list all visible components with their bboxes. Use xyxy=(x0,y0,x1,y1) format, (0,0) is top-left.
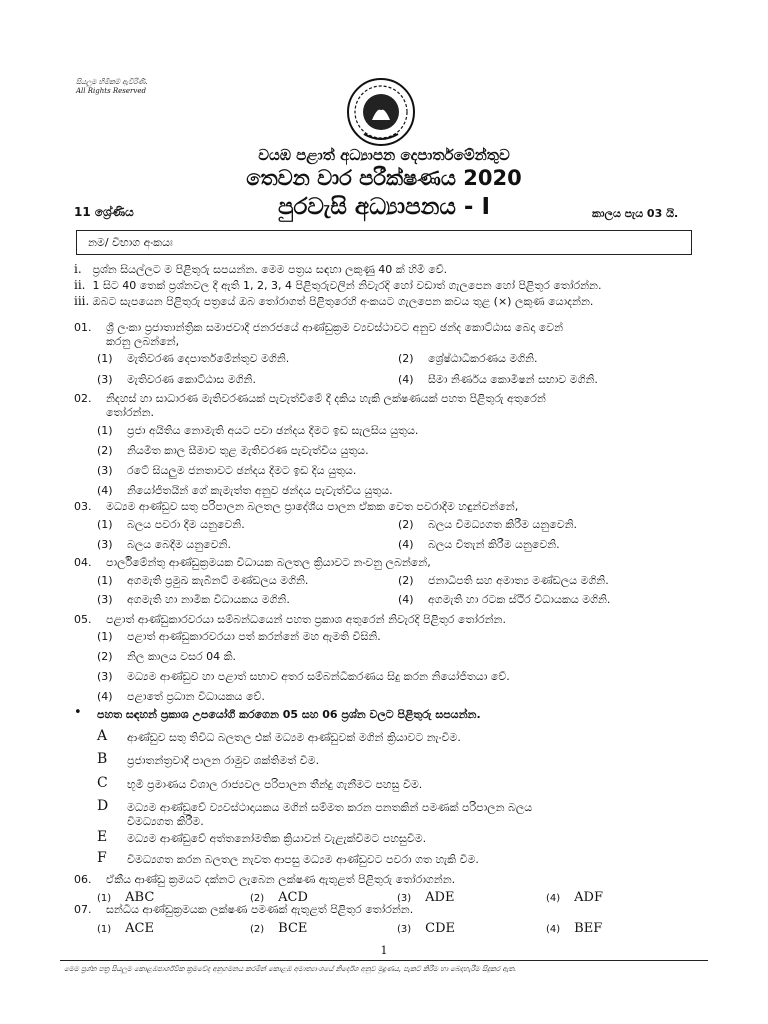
instruction-item xyxy=(74,294,593,309)
question-number: 03. xyxy=(74,500,92,513)
copyright-notice-si: සියලුම හිමිකම් ඇවිරිණි. xyxy=(76,78,148,86)
option-3[interactable]: (3) මධ්‍යම ආණ්ඩුව හා පළාත් සභාව අතර සම්බන්ධීකරණය සිදු කරන නියෝජිතයා වේ. xyxy=(97,670,510,683)
statement-text: මධ්‍යම ආණ්ඩුවේ ව්‍යවස්ථාදායකය මගින් සම්මත කරන පනතකින් පමණක් පරිපාලන බලය xyxy=(127,801,533,814)
answer-option[interactable]: (4) BEF xyxy=(546,921,603,936)
option-4[interactable]: (4) සීමා නිර්ණය කොමිෂන් සභාව මගිනි. xyxy=(398,373,598,386)
question-02 xyxy=(74,392,546,406)
instruction-number: ii. xyxy=(74,278,86,292)
instruction-text: ප්‍රශ්න සියල්ලට ම පිළිතුරු සපයන්න. මෙම පත්‍රය සඳහා ලකුණු 40 ක් හිමි වේ. xyxy=(92,263,448,276)
question-number: 05. xyxy=(74,613,92,626)
statement-text-continued: විමධ්‍යගත කිරීම. xyxy=(127,815,204,828)
statement-text: භූමි ප්‍රමාණය විශාල රාජ්‍යවල පරිපාලන තීන්දු ගැනීමට පහසු වීම. xyxy=(127,778,423,791)
question-text: මධ්‍යම ආණ්ඩුව සතු පරිපාලන බලතල ප්‍රාදේශීය පාලන ඒකක වෙත පවරාදීම හඳුන්වන්නේ, xyxy=(106,500,519,513)
statement-letter: A xyxy=(97,728,108,744)
instruction-text: 1 සිට 40 තෙක් ප්‍රශ්නවල දී ඇති 1, 2, 3, 4 පිළිතුරුවලින් නිවැරදි හෝ වඩාත් ගැලපෙන හෝ පිළිතුර තෝරන්න. xyxy=(92,279,602,292)
question-03 xyxy=(74,500,518,514)
option-4[interactable]: (4) නියෝජිතයින් ගේ කැමැත්ත අනුව ඡන්දය පැවැත්විය යුතුය. xyxy=(97,484,393,497)
answer-option[interactable]: (2) ACD xyxy=(250,890,308,905)
option-1[interactable]: (1) පළාත් ආණ්ඩුකාරවරයා පත් කරන්නේ මහ ඇමති විසිනි. xyxy=(97,630,381,643)
question-text: ඒකීය ආණ්ඩු ක්‍රමයට දක්නට ලැබෙන ලක්ෂණ ඇතුළත් පිළිතුරු තෝරාගන්න. xyxy=(106,873,456,886)
question-text: නිදහස් හා සාධාරණ මැතිවරණයක් පැවැත්වීමේ දී දකිය හැකි ලක්ෂණයක් පහත පිළිතුරු අතුරෙන් xyxy=(106,392,546,405)
option-4[interactable]: (4) පළාතේ ප්‍රධාන විධායකය වේ. xyxy=(97,690,265,703)
statement-letter: D xyxy=(97,798,109,814)
name-index-label: නම/ විභාග අංකයඃ xyxy=(88,236,173,249)
option-2[interactable]: (2) නියමිත කාල සීමාව තුළ මැතිවරණ පැවැත්විය යුතුය. xyxy=(97,444,369,457)
answer-option[interactable]: (1) ACE xyxy=(97,921,154,936)
instruction-number: i. xyxy=(74,262,82,276)
statement-text: විමධ්‍යගත කරන බලතල නැවත ආපසු මධ්‍යම ආණ්ඩුවට පවරා ගත හැකි වීම. xyxy=(127,853,479,866)
question-text: පළාත් ආණ්ඩුකාරවරයා සම්බන්ධයෙන් පහත ප්‍රකාශ අතුරෙන් නිවැරදි පිළිතුර තෝරන්න. xyxy=(106,613,506,626)
provincial-emblem-icon xyxy=(346,76,416,148)
option-3[interactable]: (3) මැතිවරණ කොට්ඨාස මගිනි. xyxy=(97,373,256,386)
question-text: සන්ධීය ආණ්ඩුක්‍රමයක ලක්ෂණ පමණක් ඇතුළත් පිළිතුර තෝරන්න. xyxy=(106,903,414,916)
instruction-item xyxy=(74,278,601,293)
question-04 xyxy=(74,556,431,570)
statement-letter: C xyxy=(97,775,108,791)
bullet-icon: • xyxy=(74,705,82,720)
question-01 xyxy=(74,321,563,335)
statement-text: මධ්‍යම ආණ්ඩුවේ අත්තනෝමතික ක්‍රියාවන් වැළැක්වීමට පහසුවීම. xyxy=(127,832,427,845)
answer-option[interactable]: (2) BCE xyxy=(250,921,308,936)
subject-title: පුරවැසි අධ්‍යාපනය - I xyxy=(277,194,491,220)
option-2[interactable]: (2) නිල කාලය වසර 04 කි. xyxy=(97,650,237,663)
department-name: වයඹ පළාත් අධ්‍යාපන දෙපාර්තමේන්තුව xyxy=(258,146,510,164)
option-2[interactable]: (2) බලය විමධ්‍යගත කිරීම යනුවෙනි. xyxy=(398,518,578,531)
answer-option[interactable]: (1) ABC xyxy=(97,890,155,905)
question-number: 02. xyxy=(74,392,92,405)
question-number: 06. xyxy=(74,873,92,886)
question-number: 04. xyxy=(74,556,92,569)
question-text: ශ්‍රී ලංකා ප්‍රජාතාන්ත්‍රික සමාජවාදී ජනරජයේ ආණ්ඩුක්‍රම ව්‍යවස්ථාවට අනුව ඡන්ද කොට්ඨාස බෙදා වෙන් xyxy=(106,321,564,334)
copyright-notice-en: All Rights Reserved xyxy=(76,87,146,95)
option-2[interactable]: (2) ශ්‍රේෂ්ඨාධිකරණය මගිනි. xyxy=(398,352,538,365)
option-1[interactable]: (1) බලය පවරා දීම යනුවෙනි. xyxy=(97,518,245,531)
instruction-number: iii. xyxy=(74,294,90,308)
option-3[interactable]: (3) රටේ සියලුම ජනතාවට ඡන්දය දීමට ඉඩ දිය යුතුය. xyxy=(97,464,357,477)
instruction-text: ඔබට සැපයෙන පිළිතුරු පත්‍රයේ ඔබ තෝරාගත් පිළිතුරෙහි අංකයට ගැලපෙන කවය තුළ (×) ලකුණ යොදන්න. xyxy=(92,295,594,308)
instruction-item xyxy=(74,262,447,277)
question-text-continued: කරනු ලබන්නේ, xyxy=(106,335,180,348)
copyright-notice xyxy=(76,78,148,96)
grade-label: 11 ශ්‍රේණිය xyxy=(74,205,134,219)
statement-text: ප්‍රජාතන්ත්‍රවාදී පාලන රාමුව ශක්තිමත් වීම. xyxy=(127,754,320,767)
statement-letter: F xyxy=(97,850,107,866)
option-2[interactable]: (2) ජනාධිපති සහ අමාත්‍ය මණ්ඩලය මගිනි. xyxy=(398,574,609,587)
option-3[interactable]: (3) අගමැති හා නාමික විධායකය මගිනි. xyxy=(97,593,290,606)
question-05 xyxy=(74,613,506,627)
question-06 xyxy=(74,873,455,887)
option-4[interactable]: (4) බලය විතැන් කිරීම යනුවෙනි. xyxy=(398,538,560,551)
exam-title: තෙවන වාර පරීක්ෂණය 2020 xyxy=(246,166,522,190)
statement-letter: E xyxy=(97,829,108,845)
question-number: 07. xyxy=(74,903,92,916)
page-number: 1 xyxy=(380,944,388,957)
option-1[interactable]: (1) ප්‍රජා අයිතිය නොමැති අයට පවා ඡන්දය දීමට ඉඩ සැලසිය යුතුය. xyxy=(97,424,419,437)
footer-divider xyxy=(60,960,708,961)
answer-option[interactable]: (3) ADE xyxy=(397,890,455,905)
answer-option[interactable]: (4) ADF xyxy=(546,890,604,905)
option-4[interactable]: (4) අගමැති හා රටක ස්ථිර විධායකය මගිනි. xyxy=(398,593,611,606)
question-number: 01. xyxy=(74,321,92,334)
question-text-continued: තෝරන්න. xyxy=(106,406,155,419)
option-3[interactable]: (3) බලය බෙදීම යනුවෙනි. xyxy=(97,538,231,551)
answer-option[interactable]: (3) CDE xyxy=(397,921,456,936)
footer-note: මෙම ප්‍රශ්න පත්‍ර සියලුම කොළඹපාර්ශ්වික ක්‍රමවේද අනුගමනය කරමින් කොළඹ අමාත්‍යාංශයේ නිර්දේශ අනුව මුද්‍රණය, පැකට් කිරීම හා බෙදාහැරීම සිදුකර ඇත. xyxy=(64,965,517,973)
question-07 xyxy=(74,903,413,917)
option-1[interactable]: (1) අගමැති ප්‍රමුඛ කැබිනට් මණ්ඩලය මගිනි. xyxy=(97,574,309,587)
statement-letter: B xyxy=(97,751,108,767)
statement-text: ආණ්ඩුව සතු තිවිධ බලතල එක් මධ්‍යම ආණ්ඩුවක් මගින් ක්‍රියාවට නැංවීම. xyxy=(127,731,461,744)
option-1[interactable]: (1) මැතිවරණ දෙපාර්තමේන්තුව මගිනි. xyxy=(97,352,290,365)
question-text: පාර්ලිමේන්තු ආණ්ඩුක්‍රමයක විධායක බලතල ක්‍රියාවට නංවනු ලබන්නේ, xyxy=(106,556,431,569)
statements-instruction: පහත සඳහන් ප්‍රකාශ උපයෝගී කරගෙන 05 සහ 06 ප්‍රශ්න වලට පිළිතුරු සපයන්න. xyxy=(97,708,481,721)
time-allowed: කාලය පැය 03 යි. xyxy=(592,207,679,220)
